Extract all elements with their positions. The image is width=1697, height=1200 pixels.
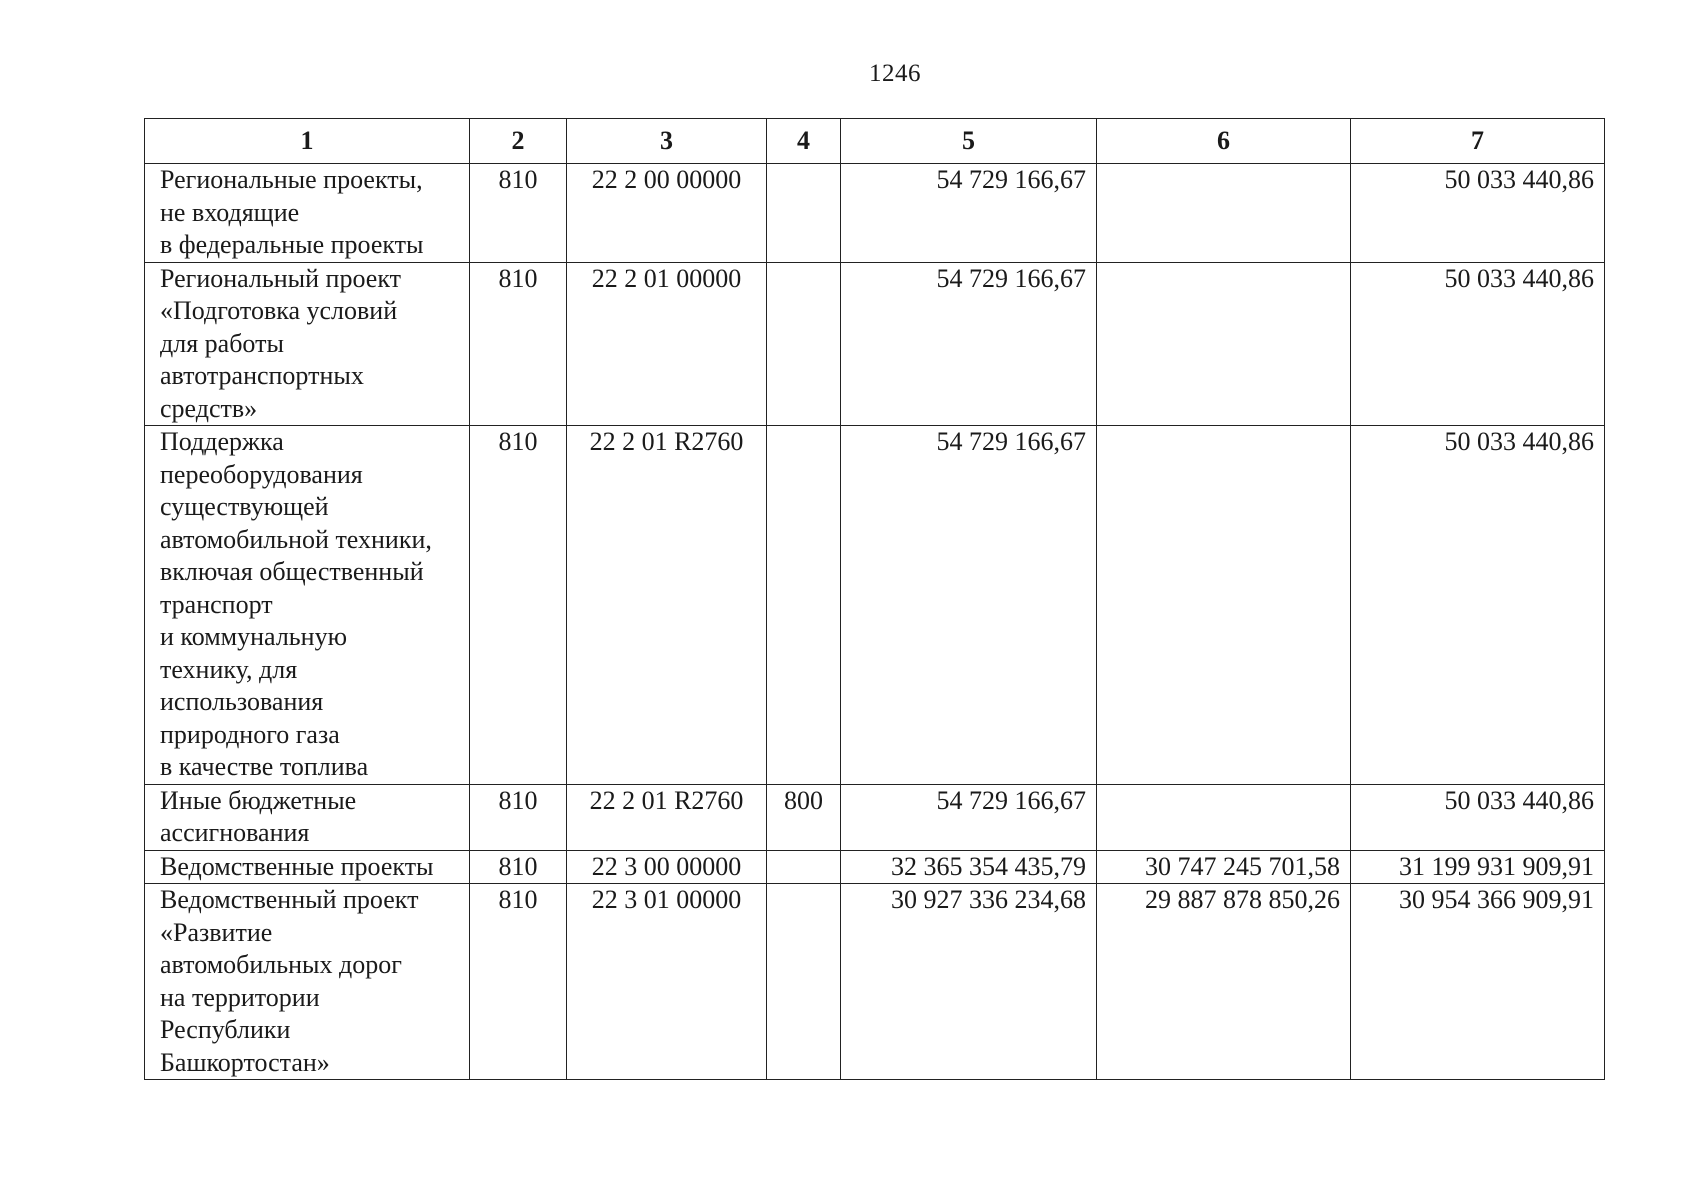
header-col-1: 1	[145, 119, 470, 164]
row-amount-col7: 50 033 440,86	[1351, 426, 1605, 785]
row-code-cell: 810	[470, 784, 567, 850]
header-col-4: 4	[767, 119, 841, 164]
table-row	[145, 784, 1605, 850]
row-expense-type-cell	[767, 262, 841, 426]
row-target-article-cell: 22 2 00 00000	[567, 164, 767, 263]
row-name-cell: Региональные проекты, не входящие в федеральные проекты	[145, 164, 470, 263]
table-row	[145, 164, 1605, 263]
row-name-cell: Ведомственный проект «Развитие автомобильных дорог на территории Республики Башкортостан»	[145, 884, 470, 1080]
header-col-5: 5	[841, 119, 1097, 164]
header-col-6: 6	[1097, 119, 1351, 164]
row-name-cell: Поддержка переоборудования существующей автомобильной техники, включая общественный транспорт и коммунальную технику, для использования природного газа в качестве топлива	[145, 426, 470, 785]
row-amount-col7: 50 033 440,86	[1351, 164, 1605, 263]
table-row	[145, 850, 1605, 884]
row-target-article-cell: 22 2 01 00000	[567, 262, 767, 426]
row-expense-type-cell: 800	[767, 784, 841, 850]
row-code-cell: 810	[470, 850, 567, 884]
row-expense-type-cell	[767, 884, 841, 1080]
row-amount-col5: 30 927 336 234,68	[841, 884, 1097, 1080]
row-amount-col5: 54 729 166,67	[841, 164, 1097, 263]
row-amount-col6	[1097, 164, 1351, 263]
row-target-article-cell: 22 2 01 R2760	[567, 426, 767, 785]
row-name-cell: Иные бюджетные ассигнования	[145, 784, 470, 850]
table-row	[145, 884, 1605, 1080]
table-header-row	[145, 119, 1605, 164]
page-number: 1246	[869, 60, 921, 87]
row-amount-col6: 29 887 878 850,26	[1097, 884, 1351, 1080]
row-amount-col6	[1097, 426, 1351, 785]
row-expense-type-cell	[767, 164, 841, 263]
header-col-7: 7	[1351, 119, 1605, 164]
row-code-cell: 810	[470, 884, 567, 1080]
row-target-article-cell: 22 3 00 00000	[567, 850, 767, 884]
row-name-cell: Региональный проект «Подготовка условий для работы автотранспортных средств»	[145, 262, 470, 426]
row-amount-col6	[1097, 784, 1351, 850]
budget-table	[144, 118, 1605, 1080]
row-code-cell: 810	[470, 426, 567, 785]
row-target-article-cell: 22 2 01 R2760	[567, 784, 767, 850]
header-col-3: 3	[567, 119, 767, 164]
row-expense-type-cell	[767, 426, 841, 785]
table-row	[145, 426, 1605, 785]
row-amount-col5: 54 729 166,67	[841, 426, 1097, 785]
row-name-cell: Ведомственные проекты	[145, 850, 470, 884]
table-row	[145, 262, 1605, 426]
row-amount-col5: 54 729 166,67	[841, 784, 1097, 850]
row-amount-col7: 31 199 931 909,91	[1351, 850, 1605, 884]
header-col-2: 2	[470, 119, 567, 164]
row-target-article-cell: 22 3 01 00000	[567, 884, 767, 1080]
row-amount-col5: 32 365 354 435,79	[841, 850, 1097, 884]
row-expense-type-cell	[767, 850, 841, 884]
row-code-cell: 810	[470, 164, 567, 263]
row-amount-col6	[1097, 262, 1351, 426]
row-amount-col7: 50 033 440,86	[1351, 784, 1605, 850]
row-code-cell: 810	[470, 262, 567, 426]
row-amount-col7: 50 033 440,86	[1351, 262, 1605, 426]
row-amount-col5: 54 729 166,67	[841, 262, 1097, 426]
row-amount-col7: 30 954 366 909,91	[1351, 884, 1605, 1080]
row-amount-col6: 30 747 245 701,58	[1097, 850, 1351, 884]
